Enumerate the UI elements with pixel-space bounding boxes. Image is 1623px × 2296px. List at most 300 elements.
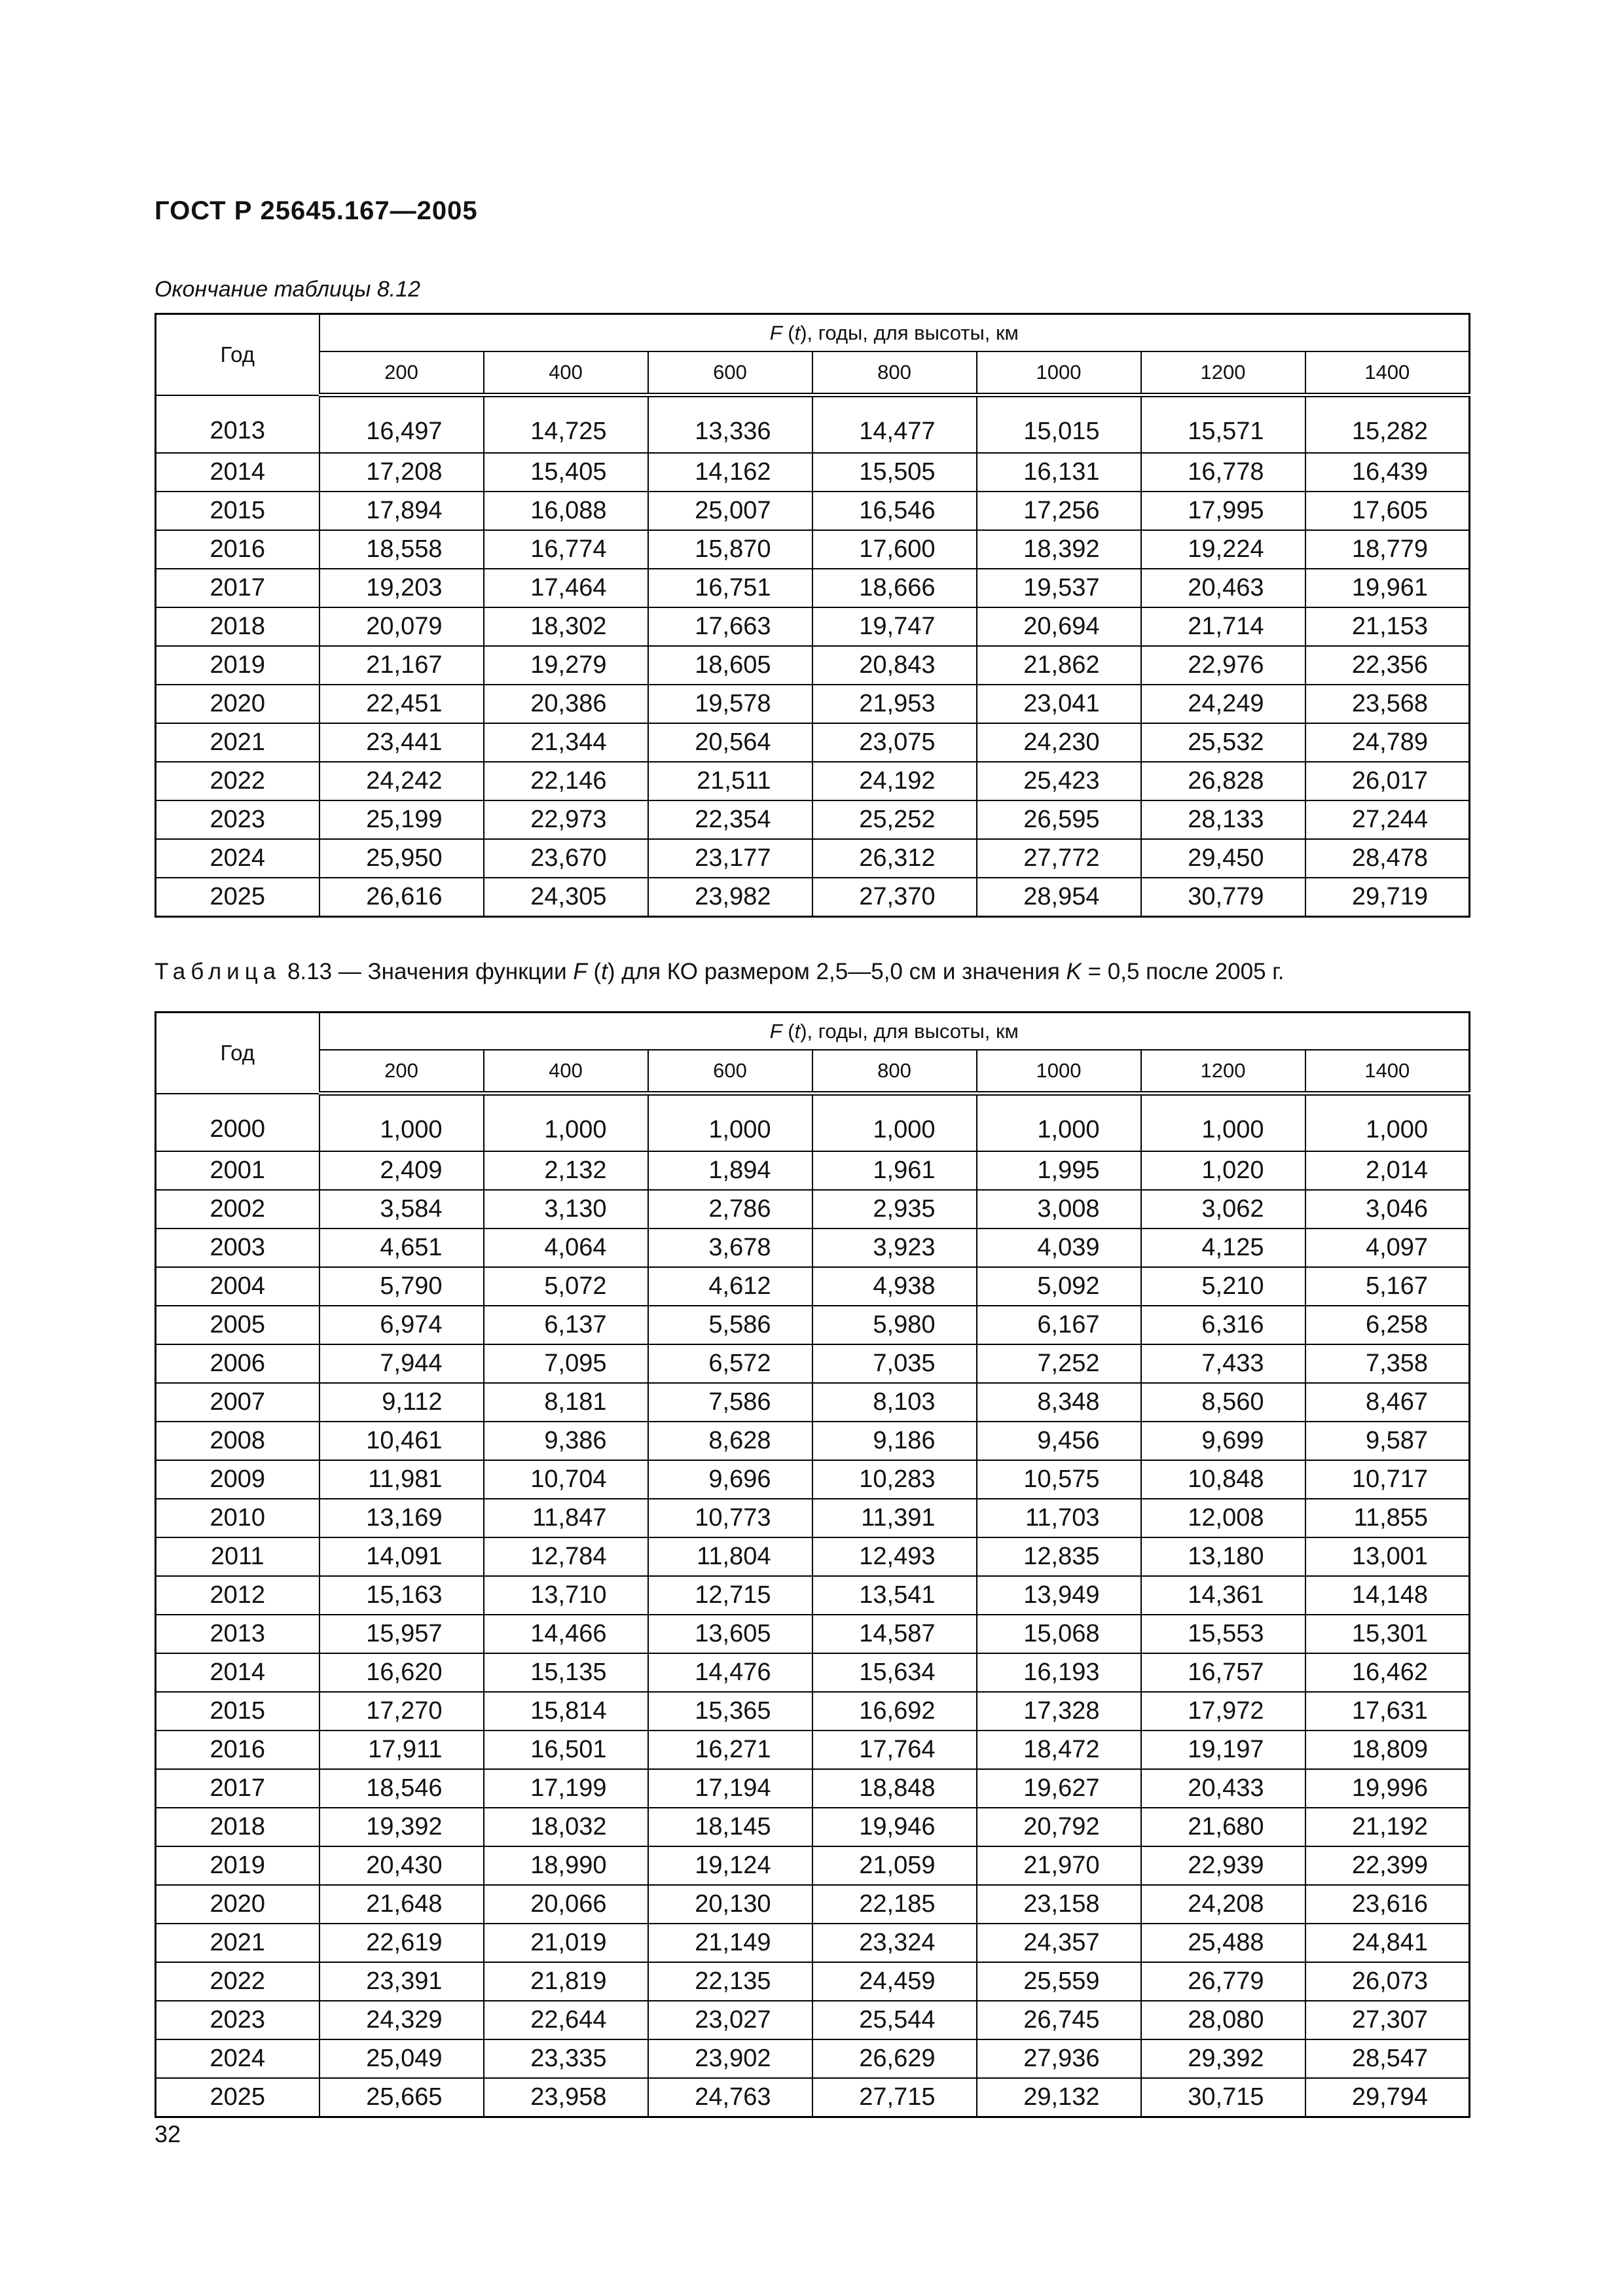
- value-cell: 13,336: [648, 395, 812, 454]
- value-cell: 24,841: [1305, 1924, 1470, 1962]
- value-cell: 10,461: [319, 1422, 484, 1460]
- value-cell: 25,252: [812, 800, 977, 839]
- value-cell: 23,335: [484, 2039, 648, 2078]
- value-cell: 29,719: [1305, 878, 1470, 917]
- value-cell: 20,386: [484, 685, 648, 723]
- year-cell: 2012: [156, 1576, 319, 1615]
- year-cell: 2003: [156, 1229, 319, 1267]
- value-cell: 11,981: [319, 1460, 484, 1499]
- value-cell: 25,423: [977, 762, 1141, 800]
- value-cell: 14,162: [648, 453, 812, 492]
- value-cell: 14,477: [812, 395, 977, 454]
- value-cell: 26,828: [1141, 762, 1305, 800]
- value-cell: 20,066: [484, 1885, 648, 1924]
- value-cell: 20,694: [977, 607, 1141, 646]
- value-cell: 13,169: [319, 1499, 484, 1537]
- value-cell: 25,559: [977, 1962, 1141, 2001]
- year-cell: 2024: [156, 839, 319, 878]
- table2-body: [156, 1094, 1470, 2117]
- value-cell: 17,764: [812, 1731, 977, 1769]
- value-cell: 7,944: [319, 1344, 484, 1383]
- year-cell: 2016: [156, 530, 319, 569]
- value-cell: 15,814: [484, 1692, 648, 1731]
- value-cell: 12,715: [648, 1576, 812, 1615]
- value-cell: 4,612: [648, 1267, 812, 1306]
- group-header-text: , годы, для высоты, км: [807, 1019, 1019, 1043]
- value-cell: 16,193: [977, 1653, 1141, 1692]
- value-cell: 1,000: [1305, 1094, 1470, 1152]
- value-cell: 9,386: [484, 1422, 648, 1460]
- value-cell: 16,757: [1141, 1653, 1305, 1692]
- year-cell: 2001: [156, 1151, 319, 1190]
- table-row: [156, 2001, 1470, 2039]
- value-cell: 18,666: [812, 569, 977, 607]
- value-cell: 24,763: [648, 2078, 812, 2117]
- value-cell: 28,547: [1305, 2039, 1470, 2078]
- value-cell: 17,199: [484, 1769, 648, 1808]
- value-cell: 19,996: [1305, 1769, 1470, 1808]
- value-cell: 3,130: [484, 1190, 648, 1229]
- year-cell: 2021: [156, 1924, 319, 1962]
- table-row: [156, 685, 1470, 723]
- value-cell: 22,619: [319, 1924, 484, 1962]
- value-cell: 12,493: [812, 1537, 977, 1576]
- value-cell: 15,068: [977, 1615, 1141, 1653]
- value-cell: 24,305: [484, 878, 648, 917]
- value-cell: 28,478: [1305, 839, 1470, 878]
- table-row: [156, 1769, 1470, 1808]
- value-cell: 1,000: [977, 1094, 1141, 1152]
- year-cell: 2007: [156, 1383, 319, 1422]
- table-row: [156, 1885, 1470, 1924]
- value-cell: 21,192: [1305, 1808, 1470, 1846]
- value-cell: 19,961: [1305, 569, 1470, 607]
- value-cell: 23,982: [648, 878, 812, 917]
- value-cell: 28,133: [1141, 800, 1305, 839]
- height-column-header: 1200: [1141, 351, 1305, 395]
- table-row: [156, 646, 1470, 685]
- table-row: [156, 1422, 1470, 1460]
- value-cell: 17,911: [319, 1731, 484, 1769]
- value-cell: 29,794: [1305, 2078, 1470, 2117]
- value-cell: 19,392: [319, 1808, 484, 1846]
- value-cell: 21,819: [484, 1962, 648, 2001]
- table-8-13: [155, 1011, 1470, 2118]
- value-cell: 10,773: [648, 1499, 812, 1537]
- value-cell: 30,779: [1141, 878, 1305, 917]
- value-cell: 17,256: [977, 492, 1141, 530]
- value-cell: 14,091: [319, 1537, 484, 1576]
- value-cell: 9,699: [1141, 1422, 1305, 1460]
- year-cell: 2019: [156, 646, 319, 685]
- value-cell: 25,007: [648, 492, 812, 530]
- value-cell: 6,316: [1141, 1306, 1305, 1344]
- value-cell: 6,572: [648, 1344, 812, 1383]
- value-cell: 21,714: [1141, 607, 1305, 646]
- value-cell: 21,059: [812, 1846, 977, 1885]
- value-cell: 2,935: [812, 1190, 977, 1229]
- year-cell: 2020: [156, 1885, 319, 1924]
- value-cell: 16,774: [484, 530, 648, 569]
- value-cell: 14,361: [1141, 1576, 1305, 1615]
- value-cell: 30,715: [1141, 2078, 1305, 2117]
- value-cell: 11,855: [1305, 1499, 1470, 1537]
- year-cell: 2018: [156, 607, 319, 646]
- value-cell: 19,124: [648, 1846, 812, 1885]
- value-cell: 7,035: [812, 1344, 977, 1383]
- value-cell: 26,779: [1141, 1962, 1305, 2001]
- value-cell: 17,605: [1305, 492, 1470, 530]
- height-column-header: 800: [812, 1050, 977, 1094]
- table2-caption: Таблица 8.13 — Значения функции F (t) для КО размером 2,5—5,0 см и значения K = 0,5 после 2005 г.: [155, 959, 1285, 984]
- value-cell: 26,745: [977, 2001, 1141, 2039]
- value-cell: 18,032: [484, 1808, 648, 1846]
- value-cell: 7,433: [1141, 1344, 1305, 1383]
- value-cell: 15,571: [1141, 395, 1305, 454]
- value-cell: 15,634: [812, 1653, 977, 1692]
- table-row: [156, 1344, 1470, 1383]
- year-cell: 2000: [156, 1094, 319, 1152]
- year-column-header: Год: [156, 1013, 319, 1094]
- table-row: [156, 492, 1470, 530]
- year-cell: 2025: [156, 878, 319, 917]
- height-column-header: 400: [484, 351, 648, 395]
- value-cell: 21,344: [484, 723, 648, 762]
- value-cell: 6,974: [319, 1306, 484, 1344]
- value-cell: 19,279: [484, 646, 648, 685]
- height-column-header: 800: [812, 351, 977, 395]
- value-cell: 13,001: [1305, 1537, 1470, 1576]
- value-cell: 4,125: [1141, 1229, 1305, 1267]
- value-cell: 29,450: [1141, 839, 1305, 878]
- value-cell: 17,894: [319, 492, 484, 530]
- value-cell: 17,995: [1141, 492, 1305, 530]
- value-cell: 9,696: [648, 1460, 812, 1499]
- table-row: [156, 1499, 1470, 1537]
- value-cell: 3,584: [319, 1190, 484, 1229]
- year-cell: 2013: [156, 1615, 319, 1653]
- value-cell: 8,628: [648, 1422, 812, 1460]
- table1-body: [156, 395, 1470, 917]
- table-row: [156, 1846, 1470, 1885]
- value-cell: 22,399: [1305, 1846, 1470, 1885]
- height-column-header: 600: [648, 351, 812, 395]
- value-cell: 16,778: [1141, 453, 1305, 492]
- value-cell: 8,181: [484, 1383, 648, 1422]
- value-cell: 21,680: [1141, 1808, 1305, 1846]
- table-8-12-end: [155, 313, 1470, 918]
- value-cell: 19,747: [812, 607, 977, 646]
- value-cell: 17,464: [484, 569, 648, 607]
- value-cell: 18,392: [977, 530, 1141, 569]
- value-cell: 17,328: [977, 1692, 1141, 1731]
- value-cell: 8,103: [812, 1383, 977, 1422]
- value-cell: 25,488: [1141, 1924, 1305, 1962]
- value-cell: 13,710: [484, 1576, 648, 1615]
- value-cell: 27,244: [1305, 800, 1470, 839]
- k-symbol: K: [1066, 959, 1082, 984]
- value-cell: 15,365: [648, 1692, 812, 1731]
- value-cell: 25,544: [812, 2001, 977, 2039]
- value-cell: 27,370: [812, 878, 977, 917]
- table-row: [156, 1615, 1470, 1653]
- value-cell: 23,391: [319, 1962, 484, 2001]
- value-cell: 23,902: [648, 2039, 812, 2078]
- value-cell: 21,862: [977, 646, 1141, 685]
- value-cell: 9,186: [812, 1422, 977, 1460]
- table-row: [156, 878, 1470, 917]
- value-cell: 21,167: [319, 646, 484, 685]
- value-cell: 12,784: [484, 1537, 648, 1576]
- value-cell: 16,271: [648, 1731, 812, 1769]
- value-cell: 17,208: [319, 453, 484, 492]
- value-cell: 15,405: [484, 453, 648, 492]
- value-cell: 21,953: [812, 685, 977, 723]
- value-cell: 24,329: [319, 2001, 484, 2039]
- value-cell: 19,627: [977, 1769, 1141, 1808]
- value-cell: 9,456: [977, 1422, 1141, 1460]
- value-cell: 4,064: [484, 1229, 648, 1267]
- value-cell: 10,848: [1141, 1460, 1305, 1499]
- value-cell: 18,302: [484, 607, 648, 646]
- value-cell: 10,575: [977, 1460, 1141, 1499]
- year-cell: 2010: [156, 1499, 319, 1537]
- value-cell: 14,476: [648, 1653, 812, 1692]
- value-cell: 4,938: [812, 1267, 977, 1306]
- table-row: [156, 1924, 1470, 1962]
- value-cell: 23,075: [812, 723, 977, 762]
- table-label: Таблица: [155, 959, 282, 984]
- value-cell: 22,135: [648, 1962, 812, 2001]
- year-cell: 2022: [156, 762, 319, 800]
- year-column-header: Год: [156, 314, 319, 395]
- value-cell: 23,616: [1305, 1885, 1470, 1924]
- height-column-header: 1000: [977, 1050, 1141, 1094]
- value-cell: 24,249: [1141, 685, 1305, 723]
- value-cell: 23,670: [484, 839, 648, 878]
- value-cell: 17,600: [812, 530, 977, 569]
- value-cell: 29,132: [977, 2078, 1141, 2117]
- value-cell: 1,000: [484, 1094, 648, 1152]
- value-cell: 12,008: [1141, 1499, 1305, 1537]
- value-cell: 15,015: [977, 395, 1141, 454]
- value-cell: 28,954: [977, 878, 1141, 917]
- year-cell: 2022: [156, 1962, 319, 2001]
- value-cell: 1,894: [648, 1151, 812, 1190]
- value-cell: 11,703: [977, 1499, 1141, 1537]
- value-cell: 8,560: [1141, 1383, 1305, 1422]
- table-row: [156, 1808, 1470, 1846]
- table-row: [156, 1267, 1470, 1306]
- value-cell: 16,088: [484, 492, 648, 530]
- value-cell: 13,949: [977, 1576, 1141, 1615]
- value-cell: 6,258: [1305, 1306, 1470, 1344]
- value-cell: 22,356: [1305, 646, 1470, 685]
- value-cell: 1,995: [977, 1151, 1141, 1190]
- value-cell: 26,616: [319, 878, 484, 917]
- table-number: 8.13: [287, 959, 333, 984]
- value-cell: 18,546: [319, 1769, 484, 1808]
- value-cell: 7,358: [1305, 1344, 1470, 1383]
- year-cell: 2014: [156, 453, 319, 492]
- value-cell: 25,950: [319, 839, 484, 878]
- value-cell: 18,145: [648, 1808, 812, 1846]
- height-column-header: 1200: [1141, 1050, 1305, 1094]
- value-cell: 16,546: [812, 492, 977, 530]
- value-cell: 22,939: [1141, 1846, 1305, 1885]
- value-cell: 9,587: [1305, 1422, 1470, 1460]
- value-cell: 17,194: [648, 1769, 812, 1808]
- value-cell: 24,459: [812, 1962, 977, 2001]
- table-row: [156, 2039, 1470, 2078]
- year-cell: 2023: [156, 2001, 319, 2039]
- value-cell: 5,790: [319, 1267, 484, 1306]
- value-cell: 6,137: [484, 1306, 648, 1344]
- value-cell: 20,079: [319, 607, 484, 646]
- f-symbol: F: [769, 321, 782, 344]
- table-row: [156, 530, 1470, 569]
- value-cell: 15,505: [812, 453, 977, 492]
- value-cell: 24,230: [977, 723, 1141, 762]
- value-cell: 11,804: [648, 1537, 812, 1576]
- year-cell: 2017: [156, 569, 319, 607]
- f-symbol: F: [573, 959, 587, 984]
- table-row: [156, 723, 1470, 762]
- value-cell: 13,180: [1141, 1537, 1305, 1576]
- value-cell: 27,715: [812, 2078, 977, 2117]
- value-cell: 19,537: [977, 569, 1141, 607]
- value-cell: 9,112: [319, 1383, 484, 1422]
- value-cell: 22,354: [648, 800, 812, 839]
- value-cell: 14,148: [1305, 1576, 1470, 1615]
- table-row: [156, 2078, 1470, 2117]
- value-cell: 20,433: [1141, 1769, 1305, 1808]
- value-cell: 5,072: [484, 1267, 648, 1306]
- table-row: [156, 1653, 1470, 1692]
- caption-text-c: = 0,5 после 2005 г.: [1081, 959, 1285, 984]
- value-cell: 28,080: [1141, 2001, 1305, 2039]
- year-cell: 2014: [156, 1653, 319, 1692]
- value-cell: 10,283: [812, 1460, 977, 1499]
- year-cell: 2018: [156, 1808, 319, 1846]
- height-group-header: F (t), годы, для высоты, км: [319, 1013, 1470, 1050]
- value-cell: 11,847: [484, 1499, 648, 1537]
- value-cell: 23,158: [977, 1885, 1141, 1924]
- table1-caption: Окончание таблицы 8.12: [155, 277, 420, 302]
- value-cell: 23,041: [977, 685, 1141, 723]
- value-cell: 5,092: [977, 1267, 1141, 1306]
- value-cell: 16,620: [319, 1653, 484, 1692]
- value-cell: 16,692: [812, 1692, 977, 1731]
- value-cell: 22,973: [484, 800, 648, 839]
- value-cell: 23,324: [812, 1924, 977, 1962]
- value-cell: 1,000: [812, 1094, 977, 1152]
- year-cell: 2016: [156, 1731, 319, 1769]
- page-number: 32: [155, 2121, 181, 2147]
- value-cell: 16,439: [1305, 453, 1470, 492]
- value-cell: 15,282: [1305, 395, 1470, 454]
- value-cell: 20,130: [648, 1885, 812, 1924]
- table-row: [156, 1190, 1470, 1229]
- year-cell: 2025: [156, 2078, 319, 2117]
- value-cell: 17,631: [1305, 1692, 1470, 1731]
- year-cell: 2006: [156, 1344, 319, 1383]
- value-cell: 19,946: [812, 1808, 977, 1846]
- value-cell: 21,153: [1305, 607, 1470, 646]
- value-cell: 25,665: [319, 2078, 484, 2117]
- table-row: [156, 1094, 1470, 1152]
- value-cell: 21,511: [648, 762, 812, 800]
- height-column-header: 1000: [977, 351, 1141, 395]
- year-cell: 2019: [156, 1846, 319, 1885]
- value-cell: 17,663: [648, 607, 812, 646]
- height-column-header: 1400: [1305, 1050, 1470, 1094]
- value-cell: 3,008: [977, 1190, 1141, 1229]
- value-cell: 19,203: [319, 569, 484, 607]
- value-cell: 24,357: [977, 1924, 1141, 1962]
- value-cell: 15,301: [1305, 1615, 1470, 1653]
- value-cell: 10,704: [484, 1460, 648, 1499]
- value-cell: 23,027: [648, 2001, 812, 2039]
- value-cell: 13,541: [812, 1576, 977, 1615]
- value-cell: 7,095: [484, 1344, 648, 1383]
- year-cell: 2002: [156, 1190, 319, 1229]
- table-row: [156, 453, 1470, 492]
- table-row: [156, 1692, 1470, 1731]
- value-cell: 22,451: [319, 685, 484, 723]
- value-cell: 15,553: [1141, 1615, 1305, 1653]
- value-cell: 2,786: [648, 1190, 812, 1229]
- table-row: [156, 1537, 1470, 1576]
- year-cell: 2011: [156, 1537, 319, 1576]
- value-cell: 26,312: [812, 839, 977, 878]
- table-row: [156, 1229, 1470, 1267]
- group-header-text: , годы, для высоты, км: [807, 321, 1019, 344]
- year-cell: 2009: [156, 1460, 319, 1499]
- height-column-header: 200: [319, 351, 484, 395]
- value-cell: 17,972: [1141, 1692, 1305, 1731]
- height-column-header: 400: [484, 1050, 648, 1094]
- height-column-header: 600: [648, 1050, 812, 1094]
- value-cell: 20,463: [1141, 569, 1305, 607]
- value-cell: 19,224: [1141, 530, 1305, 569]
- value-cell: 15,957: [319, 1615, 484, 1653]
- year-cell: 2004: [156, 1267, 319, 1306]
- value-cell: 20,564: [648, 723, 812, 762]
- value-cell: 6,167: [977, 1306, 1141, 1344]
- year-cell: 2017: [156, 1769, 319, 1808]
- value-cell: 23,441: [319, 723, 484, 762]
- value-cell: 22,644: [484, 2001, 648, 2039]
- value-cell: 14,587: [812, 1615, 977, 1653]
- value-cell: 23,958: [484, 2078, 648, 2117]
- value-cell: 10,717: [1305, 1460, 1470, 1499]
- height-column-header: 200: [319, 1050, 484, 1094]
- year-cell: 2015: [156, 1692, 319, 1731]
- value-cell: 18,558: [319, 530, 484, 569]
- value-cell: 2,132: [484, 1151, 648, 1190]
- document-code: ГОСТ Р 25645.167—2005: [155, 196, 478, 225]
- table-row: [156, 607, 1470, 646]
- value-cell: 27,307: [1305, 2001, 1470, 2039]
- value-cell: 21,019: [484, 1924, 648, 1962]
- value-cell: 22,185: [812, 1885, 977, 1924]
- value-cell: 26,017: [1305, 762, 1470, 800]
- value-cell: 18,990: [484, 1846, 648, 1885]
- value-cell: 22,146: [484, 762, 648, 800]
- value-cell: 2,409: [319, 1151, 484, 1190]
- f-symbol: F: [769, 1019, 782, 1043]
